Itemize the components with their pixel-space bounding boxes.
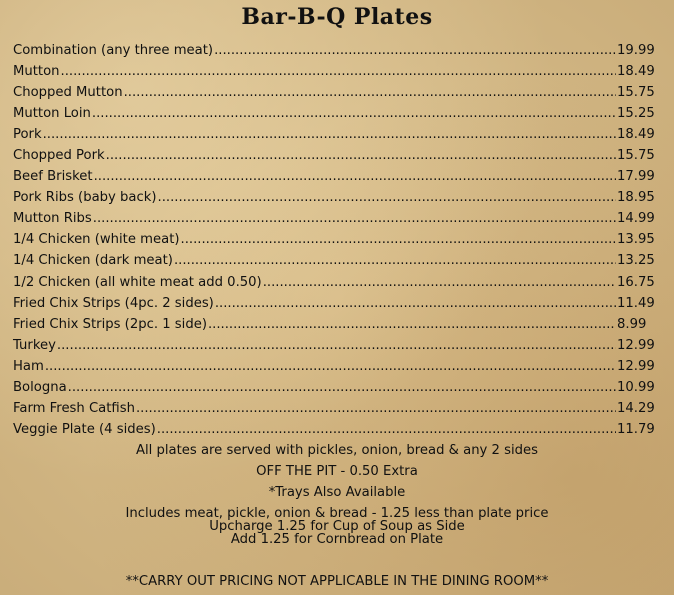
menu-item-name: Mutton Loin bbox=[13, 106, 91, 122]
menu-item-price: 14.99 bbox=[617, 211, 655, 227]
menu-title: Bar-B-Q Plates bbox=[241, 4, 433, 30]
menu-item-row bbox=[13, 250, 657, 271]
menu-item-row bbox=[13, 293, 657, 314]
menu-item-price: 14.29 bbox=[617, 400, 655, 416]
dot-leader bbox=[158, 187, 616, 208]
cornbread-note: Add 1.25 for Cornbread on Plate bbox=[230, 532, 444, 547]
menu-item-name: Farm Fresh Catfish bbox=[13, 400, 135, 416]
menu-item-row bbox=[13, 208, 657, 229]
menu-item-price: 15.75 bbox=[617, 85, 655, 101]
menu-item-price: 10.99 bbox=[617, 379, 655, 395]
menu-item-name: 1/4 Chicken (white meat) bbox=[13, 232, 180, 248]
dot-leader bbox=[43, 124, 616, 145]
dot-leader bbox=[94, 166, 616, 187]
dot-leader bbox=[157, 419, 616, 440]
soup-upcharge-note: Upcharge 1.25 for Cup of Soup as Side bbox=[209, 519, 465, 534]
menu-item-price: 18.49 bbox=[617, 127, 655, 143]
menu-item-row bbox=[13, 419, 657, 440]
dot-leader bbox=[174, 250, 616, 271]
menu-item-name: Bologna bbox=[13, 379, 67, 395]
menu-item-row bbox=[13, 272, 657, 293]
menu-item-price: 11.79 bbox=[617, 421, 655, 437]
menu-item-price: 13.95 bbox=[617, 232, 655, 248]
menu-item-price: 15.75 bbox=[617, 148, 655, 164]
menu-item-price: 18.95 bbox=[617, 190, 655, 206]
menu-item-row bbox=[13, 145, 657, 166]
dot-leader bbox=[263, 272, 616, 293]
dot-leader bbox=[181, 229, 616, 250]
menu-item-row bbox=[13, 61, 657, 82]
dot-leader bbox=[136, 398, 616, 419]
menu-item-name: Beef Brisket bbox=[13, 169, 93, 185]
menu-item-price: 17.99 bbox=[617, 169, 655, 185]
menu-item-name: 1/2 Chicken (all white meat add 0.50) bbox=[13, 274, 262, 290]
dot-leader bbox=[68, 377, 616, 398]
dot-leader bbox=[92, 103, 616, 124]
dot-leader bbox=[106, 145, 616, 166]
menu-item-name: Fried Chix Strips (4pc. 2 sides) bbox=[13, 295, 214, 311]
menu-item-price: 19.99 bbox=[617, 43, 655, 58]
menu-item-price: 16.75 bbox=[617, 274, 655, 290]
carry-out-note: **CARRY OUT PRICING NOT APPLICABLE IN THE DINING ROOM** bbox=[125, 574, 549, 589]
menu-item-row bbox=[13, 82, 657, 103]
dot-leader bbox=[57, 335, 616, 356]
dot-leader bbox=[124, 82, 616, 103]
menu-item-name: Combination (any three meat) bbox=[13, 43, 214, 58]
menu-item-row bbox=[13, 398, 657, 419]
menu-item-name: Chopped Pork bbox=[13, 148, 105, 164]
served-with-note: All plates are served with pickles, onion, bread & any 2 sides bbox=[135, 443, 539, 458]
dot-leader bbox=[214, 40, 616, 61]
menu-item-row bbox=[13, 314, 657, 335]
menu-item-row bbox=[13, 187, 657, 208]
menu-item-price: 13.25 bbox=[617, 253, 655, 269]
menu-item-row bbox=[13, 166, 657, 187]
dot-leader bbox=[61, 61, 616, 82]
dot-leader bbox=[93, 208, 616, 229]
menu-item-name: Veggie Plate (4 sides) bbox=[13, 421, 156, 437]
menu-item-row bbox=[13, 377, 657, 398]
menu-item-price: 12.99 bbox=[617, 337, 655, 353]
menu-item-name: Pork Ribs (baby back) bbox=[13, 190, 157, 206]
menu-item-price: 18.49 bbox=[617, 64, 655, 80]
menu-item-name: Mutton bbox=[13, 64, 60, 80]
menu-item-row bbox=[13, 356, 657, 377]
menu-item-price: 12.99 bbox=[617, 358, 655, 374]
menu-item-name: Chopped Mutton bbox=[13, 85, 123, 101]
menu-item-name: Pork bbox=[13, 127, 42, 143]
menu-item-price: 8.99 bbox=[617, 316, 647, 332]
menu-item-row bbox=[13, 103, 657, 124]
menu-item-row bbox=[13, 229, 657, 250]
menu-item-name: 1/4 Chicken (dark meat) bbox=[13, 253, 173, 269]
menu-item-price: 15.25 bbox=[617, 106, 655, 122]
menu-item-row bbox=[13, 335, 657, 356]
off-the-pit-note: OFF THE PIT - 0.50 Extra bbox=[256, 464, 418, 479]
price-list bbox=[13, 40, 657, 440]
menu-item-row bbox=[13, 40, 657, 61]
menu-item-name: Mutton Ribs bbox=[13, 211, 92, 227]
dot-leader bbox=[208, 314, 616, 335]
menu-item-name: Ham bbox=[13, 358, 44, 374]
menu-item-name: Fried Chix Strips (2pc. 1 side) bbox=[13, 316, 207, 332]
menu-item-price: 11.49 bbox=[617, 295, 655, 311]
menu-item-row bbox=[13, 124, 657, 145]
dot-leader bbox=[45, 356, 616, 377]
trays-includes-note: Includes meat, pickle, onion & bread - 1.25 less than plate price bbox=[125, 506, 549, 521]
trays-note: *Trays Also Available bbox=[268, 485, 406, 500]
dot-leader bbox=[215, 293, 616, 314]
menu-item-name: Turkey bbox=[13, 337, 56, 353]
